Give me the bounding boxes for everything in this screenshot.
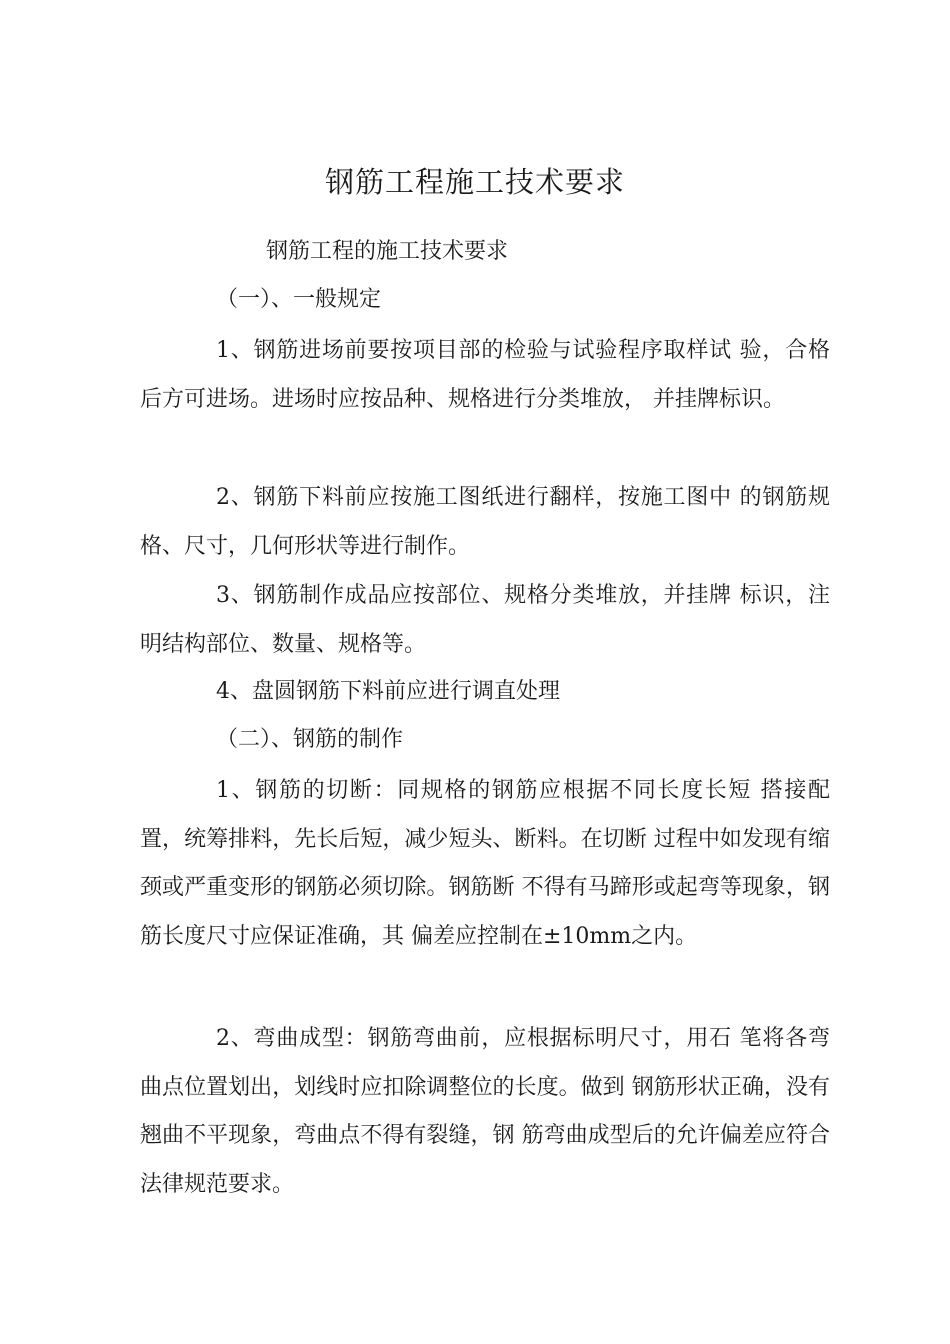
paragraph-item: 2、钢筋下料前应按施工图纸进行翻样，按施工图中 的钢筋规格、尺寸，几何形状等进行制作。: [140, 485, 830, 559]
subtitle: 钢筋工程的施工技术要求: [266, 239, 509, 264]
paragraph-item: 3、钢筋制作成品应按部位、规格分类堆放，并挂牌 标识，注明结构部位、数量、规格等。: [140, 583, 830, 657]
paragraph-item: 1、钢筋进场前要按项目部的检验与试验程序取样试 验，合格后方可进场。进场时应按品种、规格进行分类堆放， 并挂牌标识。: [140, 338, 830, 412]
paragraph-item: 4、盘圆钢筋下料前应进行调直处理: [216, 679, 560, 704]
section-heading-fabrication: （二）、钢筋的制作: [216, 727, 404, 752]
paragraph-item: 1、钢筋的切断：同规格的钢筋应根据不同长度长短 搭接配置，统筹排料，先长后短，减少短头、断料。在切断 过程中如发现有缩颈或严重变形的钢筋必须切除。钢筋断 不得有马蹄形或起弯等现象，钢筋长度尺寸应保证准确，其 偏差应控制在±10mm之内。: [140, 778, 830, 949]
paragraph-item: 2、弯曲成型：钢筋弯曲前，应根据标明尺寸，用石 笔将各弯曲点位置划出，划线时应扣除调整位的长度。做到 钢筋形状正确，没有翘曲不平现象，弯曲点不得有裂缝，钢 筋弯曲成型后的允许偏差应符合法律规范要求。: [140, 1026, 830, 1197]
document-title: 钢筋工程施工技术要求: [324, 165, 625, 199]
section-heading-general: （一）、一般规定: [216, 287, 382, 312]
